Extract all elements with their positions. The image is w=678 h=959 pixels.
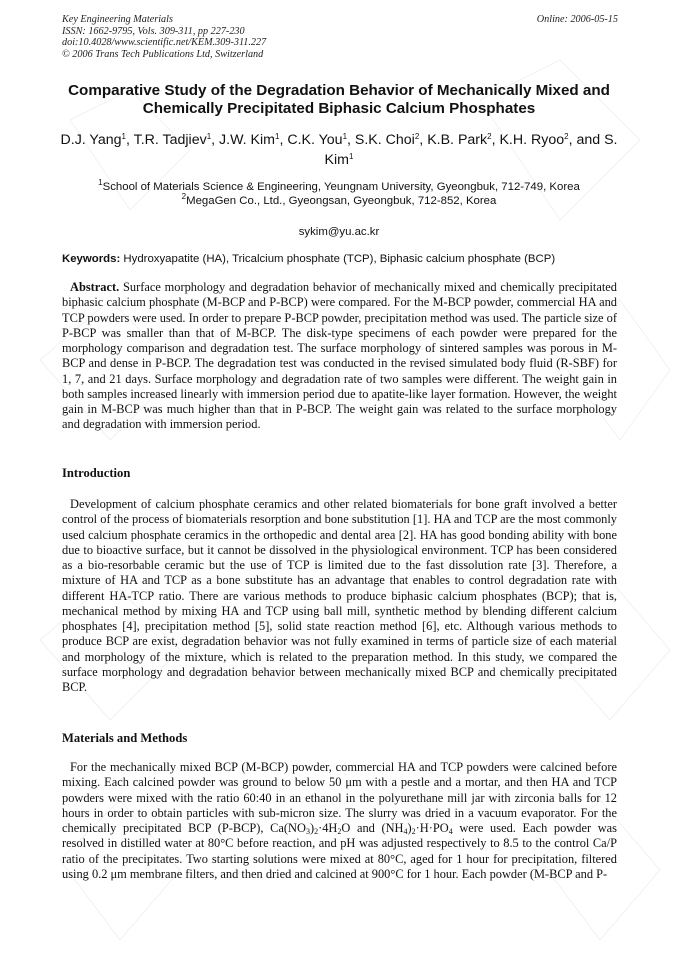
- affiliations: [58, 180, 620, 208]
- abstract-text: Surface morphology and degradation behavior of mechanically mixed and chemically precipitated biphasic calcium phosphate (M-BCP and P-BCP) were compared. For the M-BCP powder, commercial HA and TCP powders were used. In order to prepare P-BCP powder, precipitation method was used. The particle size of P-BCP was smaller than that of M-BCP. The disk-type specimens of each powder were prepared for the morphology comparison and degradation test. The surface morphology of sintered samples was porous in M-BCP and dense in P-BCP. The degradation test was conducted in the revised simulated body fluid (R-SBF) for 1, 7, and 21 days. Surface morphology and degradation rate of two samples were different. The weight gain in both samples increased linearly with immersion period due to apatite-like layer formation. However, the weight gain in M-BCP was much higher than that in P-BCP. The weight gain was related to the surface morphology and degradation with immersion period.: [62, 280, 617, 432]
- methods-paragraph: For the mechanically mixed BCP (M-BCP) powder, commercial HA and TCP powders were calcined before mixing. Each calcined powder was ground to below 50 μm with a pestle and a mortar, and then HA and TCP powders were mixed with the ratio 60:40 in an ethanol in the polyurethane mill jar with zirconia balls for 12 hours in order to obtain particles with sub-micron size. The slurry was dried in a vacuum evaporator. For the chemically precipitated BCP (P-BCP), $Ca(NO_3)_2\cdot 4H_2O$ and $(NH_4)_2\cdot H\cdot PO_4$ were used. Each powder was resolved in distilled water at 80°C before reaction, and pH was adjusted respectively to 8.5 to the control Ca/P ratio of the precipitates. Two starting solutions were mixed at 80°C, aged for 1 hour for precipitation, filtered using 0.2 μm membrane filters, and then dried and calcined at 900°C for 1 hour. Each powder (M-BCP and P-: [62, 760, 617, 881]
- author: S.K. Choi$^2$,: [354, 132, 428, 148]
- online-date: Online: 2006-05-15: [536, 14, 618, 25]
- abstract-label: Abstract.: [70, 280, 120, 294]
- keywords-text: Hydroxyapatite (HA), Tricalcium phosphate (TCP), Biphasic calcium phosphate (BCP): [120, 253, 556, 265]
- introduction-paragraph: Development of calcium phosphate ceramics and other related biomaterials for bone graft involved a better control of the process of biomaterials resorption and bone substitution [1]. HA and TCP are the most commonly used calcium phosphate ceramics in the orthopedic and dental area [2]. HA has good bonding ability with bone due to bioactive surface, but it cannot be dissolved in the physiological environment. TCP has been considered as a bio-resorbable ceramic but the use of TCP is limited due to the fast dissolution rate [3]. Therefore, a mixture of HA and TCP as a bone substitute has an advantage that enables to control degradation rate with different HA-TCP ratio. There are various methods to produce biphasic calcium phosphates (BCP); that is, mechanical method by mixing HA and TCP using ball mill, synthetic method by blending different calcium phosphates [4], precipitation method [5], solid state reaction method [6], etc. Although various methods to produce BCP are exist, degradation behavior was not fully examined in terms of particle size of each material and morphology of the mixture, which is related to the preparation method. In this study, we compared the surface morphology and degradation behavior between mechanically mixed BCP and chemically precipitated BCP.: [62, 497, 617, 694]
- affiliation-2: $^2$MegaGen Co., Ltd., Gyeongsan, Gyeongbuk, 712-852, Korea: [181, 192, 497, 207]
- author: C.K. You$^1$,: [287, 132, 355, 148]
- affiliation-1: $^1$School of Materials Science & Engineering, Yeungnam University, Gyeongbuk, 712-749, Korea: [98, 178, 580, 193]
- author: T.R. Tadjiev$^1$,: [133, 132, 220, 148]
- issn-line: ISSN: 1662-9795, Vols. 309-311, pp 227-230: [62, 25, 245, 37]
- author: K.H. Ryoo$^2$, and: [499, 132, 605, 148]
- journal-name: Key Engineering Materials: [62, 14, 173, 25]
- author: S. Kim$^1$: [324, 132, 618, 168]
- section-heading-methods: Materials and Methods: [62, 731, 188, 745]
- journal-header: [62, 14, 618, 60]
- paper-title: Comparative Study of the Degradation Behavior of Mechanically Mixed and Chemically Precipitated Biphasic Calcium Phosphates: [68, 82, 610, 117]
- copyright-line: © 2006 Trans Tech Publications Ltd, Switzerland: [62, 48, 264, 60]
- section-heading-introduction: Introduction: [62, 466, 131, 480]
- contact-email[interactable]: sykim@yu.ac.kr: [298, 226, 380, 238]
- doi-line: doi:10.4028/www.scientific.net/KEM.309-311.227: [62, 37, 267, 49]
- chemical-formula: $(NH_4)_2\cdot H\cdot PO_4$: [381, 821, 453, 836]
- abstract: [62, 280, 617, 433]
- author: K.B. Park$^2$,: [427, 132, 500, 148]
- author: D.J. Yang$^1$,: [60, 132, 134, 148]
- author-list: [58, 130, 620, 170]
- author: J.W. Kim$^1$,: [219, 132, 288, 148]
- chemical-formula: $Ca(NO_3)_2\cdot 4H_2O$: [270, 821, 351, 836]
- keywords-label: Keywords:: [62, 253, 121, 265]
- keywords: [62, 253, 618, 265]
